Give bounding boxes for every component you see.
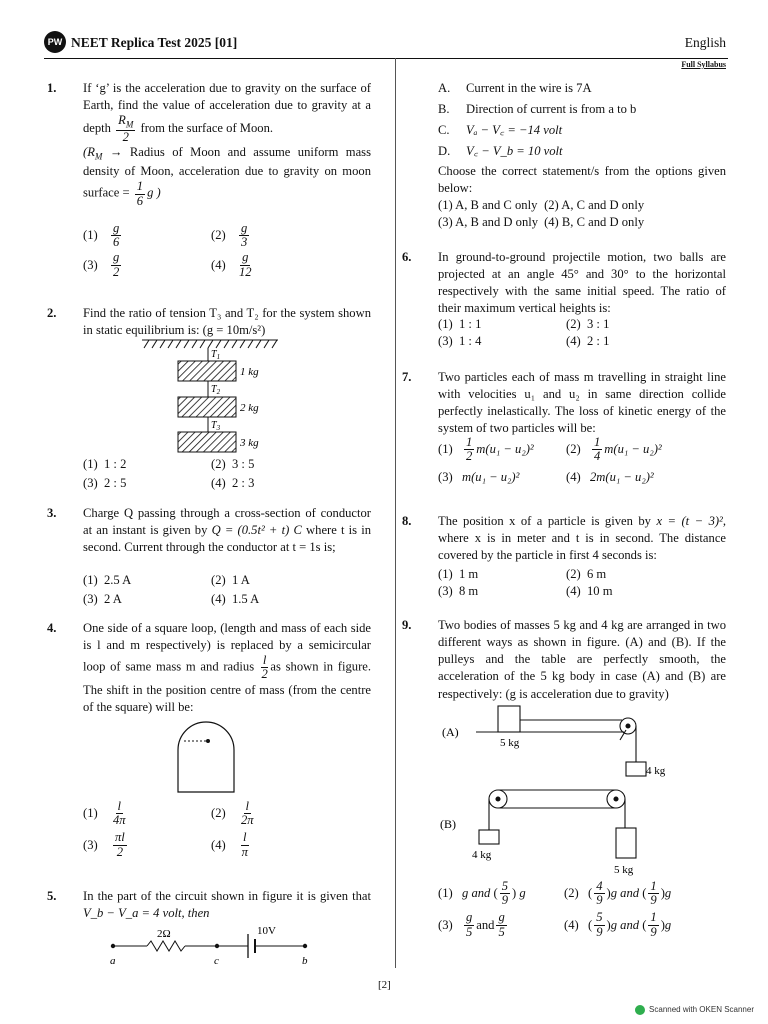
- option-2[interactable]: (2) 1 A: [211, 573, 250, 587]
- statement-c: Vₐ − V꜀ = −14 volt: [466, 123, 563, 138]
- q8-options: [438, 566, 694, 600]
- block-4kg-a: [626, 762, 646, 776]
- option-3[interactable]: (3) 8 m: [438, 584, 479, 599]
- option-3[interactable]: (3) $\frac{\pi l}{2}$: [83, 830, 125, 859]
- q3-options: [83, 572, 339, 608]
- question-number: 9.: [402, 618, 412, 632]
- q5-equation: V_b − V_a = 4 volt, then: [83, 906, 210, 921]
- option-3[interactable]: (3) A, B and D only: [438, 215, 539, 230]
- block-5kg-a: [498, 706, 520, 732]
- q4-semicircle-loop-figure: [172, 718, 242, 796]
- option-3[interactable]: (3) 2 A: [83, 592, 122, 607]
- option-4[interactable]: (4) B, C and D only: [544, 215, 645, 230]
- option-4[interactable]: (4) $\frac{l}{\pi}$: [211, 830, 248, 859]
- q2-options: [83, 456, 339, 492]
- q5-options: [438, 197, 644, 231]
- q5-circuit-figure: [105, 922, 325, 970]
- svg-text:T3: $T_3$: [211, 420, 221, 432]
- question-9-text: Two bodies of masses 5 kg and 4 kg are arranged in two different ways as shown in figure. (A) and (B). If the pulleys and the table are perfectly smooth, the acceleration of the 5 kg body in case (A) and (B) are respectively: (g is acceleration due to gravity): [438, 618, 726, 701]
- question-number: 7.: [402, 370, 412, 384]
- q3-equation: Q = (0.5t² + t) C: [211, 523, 302, 538]
- option-1[interactable]: (1) g and ( $\frac{5}{9}$ ) g: [438, 879, 526, 908]
- statement-b: Direction of current is from a to b: [466, 102, 637, 117]
- option-3[interactable]: (3) 2 : 5: [83, 476, 127, 491]
- mass-5kg-a: 5 kg: [500, 737, 520, 749]
- option-1[interactable]: (1) $\frac{1}{2}$ m(u₁ − u₂)²: [438, 435, 534, 464]
- statement-d: V꜀ − V_b = 10 volt: [466, 144, 563, 159]
- question-2-text: Find the ratio of tension T₃ and T₂ for the system shown in static equilibrium is: (g = 10m/s²): [83, 306, 371, 338]
- option-2[interactable]: (2) 6 m: [566, 567, 607, 581]
- language-label: English: [684, 35, 726, 50]
- option-1[interactable]: (1) $\frac{g}{6}$: [83, 221, 120, 250]
- q1-options: [83, 222, 339, 279]
- mass-label-3kg: 3 kg: [240, 437, 259, 449]
- option-4[interactable]: (4) 2 : 3: [211, 476, 255, 491]
- question-5-text: In the part of the circuit shown in figure it is given that V_b − V_a = 4 volt, then: [83, 889, 371, 921]
- q1-moon-fraction: $\frac{1}{6}$: [136, 179, 144, 208]
- option-4[interactable]: (4) 10 m: [566, 584, 613, 599]
- option-3[interactable]: (3) 1 : 4: [438, 334, 482, 349]
- block-2kg: [178, 397, 236, 417]
- option-2[interactable]: (2) A, C and D only: [544, 198, 645, 212]
- svg-text:T2: $T_2$: [211, 384, 221, 396]
- node-b-label: b: [302, 955, 308, 967]
- battery-label: 10V: [257, 925, 276, 937]
- option-4[interactable]: (4) 1.5 A: [211, 592, 260, 607]
- question-number: 4.: [47, 621, 57, 635]
- q7-options: [438, 436, 716, 487]
- question-8-text: The position x of a particle is given by x = (t − 3)², where x is in meter and t is in second. The distance covered by the particle in first 4 seconds is:: [438, 514, 726, 563]
- q1-text-b: from the surface of Moon.: [140, 121, 274, 136]
- mass-4kg-b: 4 kg: [472, 849, 492, 861]
- question-6-text: In ground-to-ground projectile motion, two balls are projected at an angle 45° and 30° to the horizontal respectively with the same initial speed. The ratio of their maximum vertical heights is:: [438, 250, 726, 316]
- scanner-logo-icon: [635, 1005, 645, 1015]
- ceiling-hatch: [144, 340, 277, 348]
- column-divider: [395, 58, 396, 968]
- mass-4kg-a: 4 kg: [646, 765, 666, 777]
- q9-pulley-figure: [436, 700, 676, 880]
- mass-5kg-b: 5 kg: [614, 864, 634, 876]
- block-3kg: [178, 432, 236, 452]
- page-number: [2]: [378, 979, 391, 991]
- question-3-text: Charge Q passing through a cross-section of conductor at an instant is given by Q = (0.5t² + t) C where t is in second. Current through the conductor at t = 1s is;: [83, 506, 372, 555]
- q9-options: [438, 880, 714, 939]
- option-1[interactable]: (1) 2.5 A: [83, 573, 132, 587]
- q5-choose-text: Choose the correct statement/s from the options given below:: [438, 164, 726, 196]
- option-2[interactable]: (2) ( $\frac{4}{9}$ ) g and ( $\frac{1}{9}$ ) g: [564, 879, 672, 908]
- option-1[interactable]: (1) 1 : 1: [438, 317, 482, 331]
- block-4kg-b: [479, 830, 499, 844]
- question-1-text: If ‘g’ is the acceleration due to gravity on the surface of Earth, find the value of acceleration due to gravity at a depth $\frac{R_M}{2}$ from the surface of Moon. ($R_M$ → Radius of Moon and assume uniform mass density of Moon, acceleration due to gravity on moon surface = $\frac{1}{6}$ g ): [83, 81, 371, 208]
- option-2[interactable]: (2) 3 : 5: [211, 457, 255, 471]
- question-number: 8.: [402, 514, 412, 528]
- syllabus-label: Full Syllabus: [681, 60, 726, 69]
- label-case-a: (A): [442, 725, 459, 739]
- q1-depth-fraction: $\frac{R_M}{2}$: [118, 113, 134, 145]
- option-1[interactable]: (1) A, B and C only: [438, 198, 538, 212]
- q1-text-a: If ‘g’ is the acceleration due to gravity on the surface of Earth, find the value of acceleration due to gravity at a depth: [83, 81, 371, 136]
- option-3[interactable]: (3) $\frac{g}{2}$: [83, 250, 120, 279]
- option-4[interactable]: (4) 2 : 1: [566, 334, 610, 349]
- question-7-text: Two particles each of mass m travelling in straight line with velocities u₁ and u₂ in same direction collide perfectly inelastically. The loss of kinetic energy of the system of two particles will be:: [438, 370, 726, 436]
- block-1kg: [178, 361, 236, 381]
- question-number: 3.: [47, 506, 57, 520]
- statement-a: Current in the wire is 7A: [466, 81, 592, 95]
- option-2[interactable]: (2) 3 : 1: [566, 317, 610, 331]
- label-case-b: (B): [440, 817, 456, 831]
- node-c-label: c: [214, 955, 219, 967]
- header-divider: [44, 58, 728, 59]
- mass-label-2kg: 2 kg: [240, 402, 259, 414]
- option-1[interactable]: (1) 1 m: [438, 567, 479, 581]
- q8-equation: x = (t − 3)²,: [656, 514, 726, 528]
- q2-hanging-blocks-figure: [140, 338, 290, 458]
- scanner-watermark: Scanned with OKEN Scanner: [635, 1005, 754, 1016]
- resistor-label: 2Ω: [157, 928, 171, 940]
- pw-logo: PW: [44, 31, 66, 53]
- q6-options: [438, 316, 694, 350]
- option-2[interactable]: (2) $\frac{g}{3}$: [211, 221, 248, 250]
- q5-statements: A. Current in the wire is 7A B. Direction of current is from a to b C. Vₐ − V꜀ = −14 volt D. V꜀ − V_b = 10 volt: [438, 80, 726, 161]
- page-header: [44, 33, 728, 55]
- option-2[interactable]: (2) $\frac{1}{4}$ m(u₁ − u₂)²: [566, 435, 662, 464]
- q1-text-d: → Radius of Moon and assume uniform mass density of Moon, acceleration due to gravity on moon surface =: [83, 145, 371, 200]
- node-a-label: a: [110, 955, 116, 967]
- option-2[interactable]: (2) $\frac{l}{2\pi}$: [211, 799, 254, 828]
- question-number: 6.: [402, 250, 412, 264]
- option-4[interactable]: (4) ( $\frac{5}{9}$ ) g and ( $\frac{1}{9}$ ) g: [564, 910, 672, 939]
- option-1[interactable]: (1) $\frac{l}{4\pi}$: [83, 799, 126, 828]
- question-number: 1.: [47, 81, 57, 95]
- option-1[interactable]: (1) 1 : 2: [83, 457, 127, 471]
- q4-options: [83, 800, 339, 859]
- test-title: NEET Replica Test 2025 [01]: [71, 35, 238, 50]
- option-4[interactable]: (4) 2m(u₁ − u₂)²: [566, 470, 654, 485]
- block-5kg-b: [616, 828, 636, 858]
- option-3[interactable]: (3) m(u₁ − u₂)²: [438, 470, 520, 485]
- question-number: 5.: [47, 889, 57, 903]
- question-4-text: One side of a square loop, (length and mass of each side is l and m respectively) is replaced by a semicircular loop of same mass m and radius $\frac{l}{2}$ as shown in figure. The shift in the position centre of mass (from the centre of the square) will be:: [83, 621, 372, 714]
- mass-label-1kg: 1 kg: [240, 366, 259, 378]
- option-4[interactable]: (4) $\frac{g}{12}$: [211, 250, 252, 279]
- svg-text:T1: $T_1$: [211, 349, 221, 361]
- question-number: 2.: [47, 306, 57, 320]
- option-3[interactable]: (3) $\frac{g}{5}$ and $\frac{g}{5}$: [438, 910, 505, 939]
